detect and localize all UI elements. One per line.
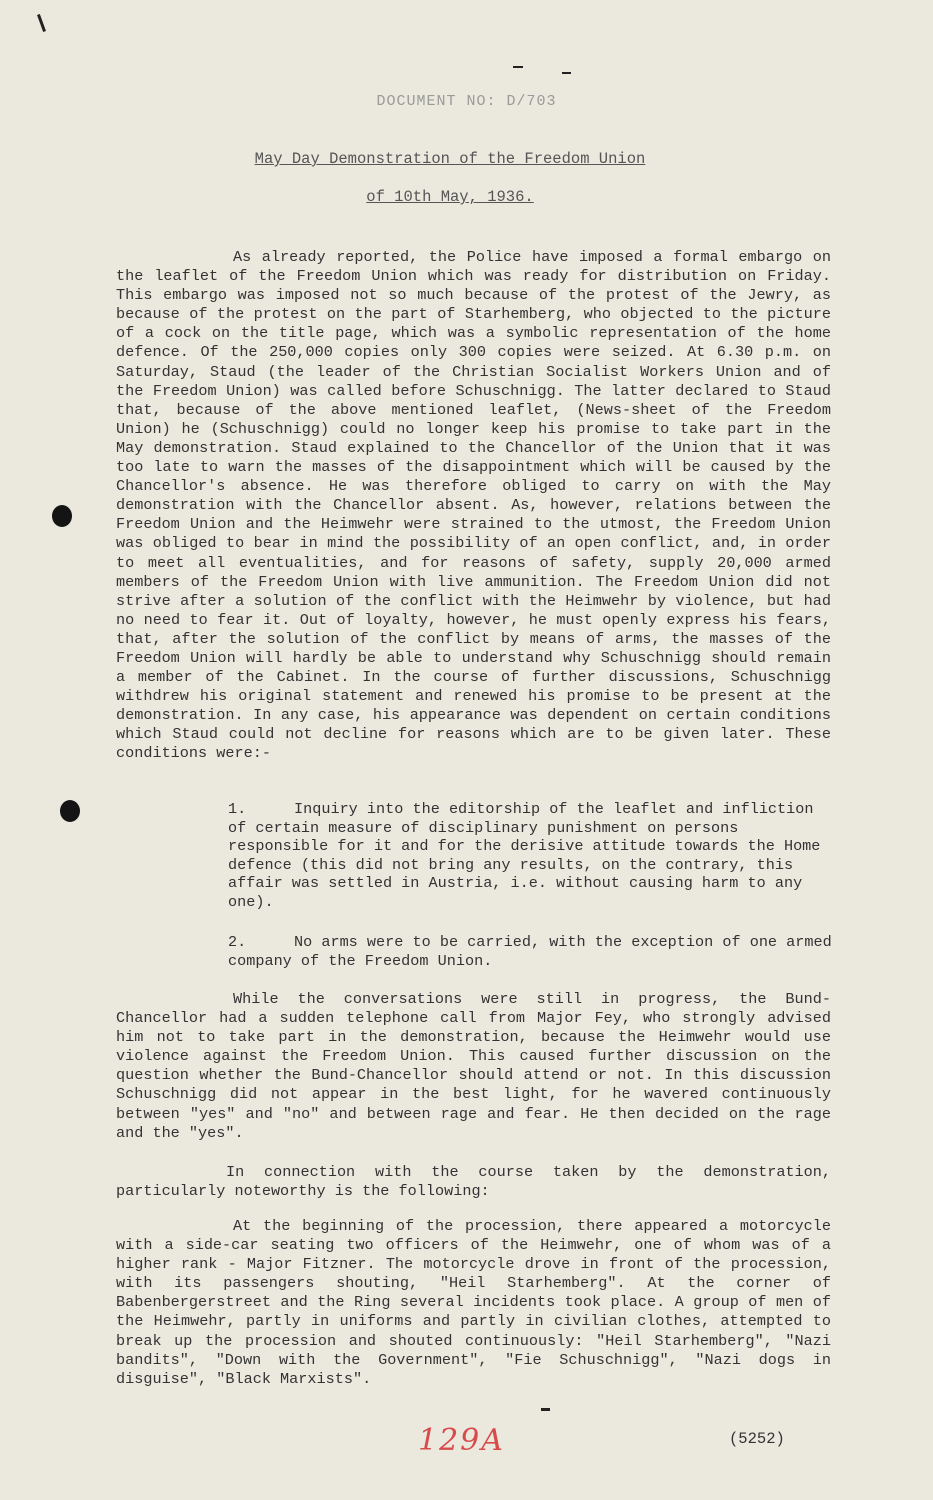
ink-mark bbox=[562, 72, 571, 74]
handwritten-page-number: 129A bbox=[418, 1423, 505, 1458]
document-subtitle: of 10th May, 1936. bbox=[366, 188, 534, 206]
punch-hole bbox=[60, 800, 80, 822]
document-number: DOCUMENT NO: D/703 bbox=[376, 93, 557, 110]
paragraph: At the beginning of the procession, there appeared a motorcycle with a side-car seating two officers of the Heimwehr, one of whom was of a higher rank - Major Fitzner. The motorcycle drove in front of the procession, with its passengers shouting, "Heil Starhemberg". At the corner of Babenbergerstreet and the Ring several incidents took place. A group of men of the Heimwehr, partly in uniforms and partly in civilian clothes, attempted to break up the procession and shouted continuously: "Heil Starhemberg", "Nazi bandits", "Down with the Government", "Fie Schuschnigg", "Nazi dogs in disguise", "Black Marxists". bbox=[116, 1217, 831, 1388]
ink-mark bbox=[541, 1408, 550, 1411]
ink-mark bbox=[37, 14, 46, 32]
catalog-number: (5252) bbox=[729, 1430, 785, 1448]
condition-text: Inquiry into the editorship of the leaflet and infliction of certain measure of disciplinary punishment on persons responsible for it and for the derisive attitude towards the Home defence (this did not bring any results, on the contrary, this affair was settled in Austria, i.e. without causing harm to any one). bbox=[228, 800, 821, 911]
ink-mark bbox=[513, 66, 523, 68]
condition-number: 2. bbox=[228, 933, 247, 951]
paragraph: While the conversations were still in progress, the Bund-Chancellor had a sudden telephone call from Major Fey, who strongly advised him not to take part in the demonstration, because the Heimwehr would use violence against the Freedom Union. This caused further discussion on the question whether the Bund-Chancellor should attend or not. In this discussion Schuschnigg did not appear in the best light, for he wavered continuously between "yes" and "no" and between rage and fear. He then decided on the rage and the "yes". bbox=[116, 990, 831, 1142]
paragraph: In connection with the course taken by the demonstration, particularly noteworthy is the following: bbox=[116, 1163, 831, 1201]
paragraph: As already reported, the Police have imposed a formal embargo on the leaflet of the Freedom Union which was ready for distribution on Friday. This embargo was imposed not so much because of the protest of the Jewry, as because of the protest on the part of Starhemberg, who objected to the picture of a cock on the title page, which was a symbolic representation of the home defence. Of the 250,000 copies only 300 copies were seized. At 6.30 p.m. on Saturday, Staud (the leader of the Christian Socialist Workers Union and of the Freedom Union) was called before Schuschnigg. The latter declared to Staud that, because of the above mentioned leaflet, (News-sheet of the Freedom Union) he (Schuschnigg) could no longer keep his promise to take part in the May demonstration. Staud explained to the Chancellor of the Union that it was too late to warn the masses of the disappointment which will be caused by the Chancellor's absence. He was therefore obliged to carry on with the May demonstration with the Chancellor absent. As, however, relations between the Freedom Union and the Heimwehr were strained to the utmost, the Freedom Union was obliged to bear in mind the possibility of an open conflict, and, in order to meet all eventualities, and for reasons of safety, supply 20,000 armed members of the Freedom Union with live ammunition. The Freedom Union did not strive after a solution of the conflict with the Heimwehr by violence, but had no need to fear it. Out of loyalty, however, he must openly express his fears, that, after the solution of the conflict by means of arms, the masses of the Freedom Union will hardly be able to understand why Schuschnigg should remain a member of the Cabinet. In the course of further discussions, Schuschnigg withdrew his original statement and renewed his promise to be present at the demonstration. In any case, his appearance was dependent on certain conditions which Staud could not decline for reasons which are to be given later. These conditions were:- bbox=[116, 248, 831, 763]
punch-hole bbox=[52, 505, 72, 527]
condition-item bbox=[228, 933, 840, 970]
condition-number: 1. bbox=[228, 800, 247, 818]
condition-item bbox=[228, 800, 840, 911]
document-title: May Day Demonstration of the Freedom Union bbox=[254, 150, 646, 168]
condition-text: No arms were to be carried, with the exception of one armed company of the Freedom Union. bbox=[228, 933, 832, 970]
